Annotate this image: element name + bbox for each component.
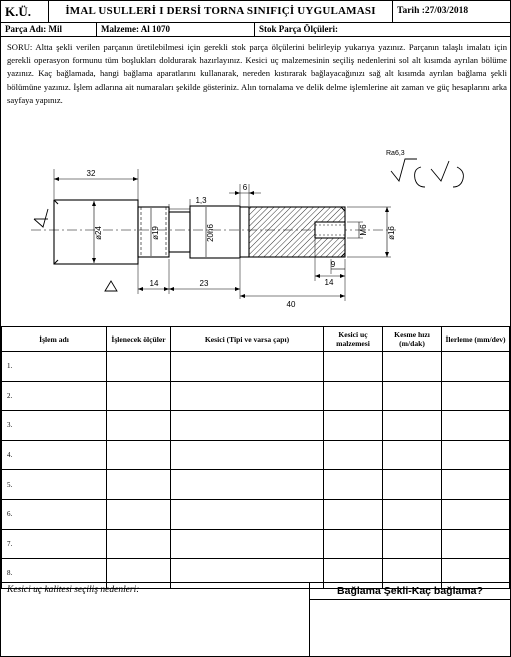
table-row xyxy=(2,440,510,470)
input-cell[interactable] xyxy=(171,529,324,559)
input-cell[interactable] xyxy=(383,470,442,500)
dim-6: 6 xyxy=(242,183,248,192)
input-cell[interactable] xyxy=(324,381,383,411)
input-cell[interactable] xyxy=(171,470,324,500)
technical-drawing xyxy=(1,129,510,325)
row-number-cell: 3. xyxy=(2,411,107,441)
input-cell[interactable] xyxy=(107,499,171,529)
input-cell[interactable] xyxy=(442,529,510,559)
row-number-cell: 1. xyxy=(2,352,107,382)
table-header-row xyxy=(2,327,510,352)
page-title: İMAL USULLERİ I DERSİ TORNA SINIFIÇİ UYGULAMASI xyxy=(49,1,393,22)
insert-reason-label: Kesici uç kalitesi seçiliş nedenleri: xyxy=(7,585,140,595)
dim-dia19: ø19 xyxy=(151,226,160,240)
date-field: Tarih :27/03/2018 xyxy=(397,6,469,16)
input-cell[interactable] xyxy=(171,411,324,441)
part-name: Parça Adı: Mil xyxy=(1,23,97,36)
table-row xyxy=(2,352,510,382)
input-cell[interactable] xyxy=(442,411,510,441)
input-cell[interactable] xyxy=(383,529,442,559)
input-cell[interactable] xyxy=(171,352,324,382)
dim-20h6: 20h6 xyxy=(206,224,215,242)
input-cell[interactable] xyxy=(107,352,171,382)
bottom-section xyxy=(1,582,510,657)
dim-9: 9 xyxy=(330,260,336,269)
dim-1-3: 1,3 xyxy=(195,196,207,205)
clamping-label: Bağlama Şekli-Kaç bağlama? xyxy=(310,583,510,600)
input-cell[interactable] xyxy=(383,381,442,411)
row-number-cell: 2. xyxy=(2,381,107,411)
input-cell[interactable] xyxy=(324,411,383,441)
input-cell[interactable] xyxy=(324,352,383,382)
input-cell[interactable] xyxy=(383,440,442,470)
input-cell[interactable] xyxy=(171,440,324,470)
col-cutter: Kesici (Tipi ve varsa çapı) xyxy=(171,327,324,352)
input-cell[interactable] xyxy=(107,440,171,470)
insert-reason-box[interactable] xyxy=(1,583,310,657)
input-cell[interactable] xyxy=(442,470,510,500)
row-number-cell: 5. xyxy=(2,470,107,500)
dim-dia24: ø24 xyxy=(94,226,103,240)
dim-14b: 14 xyxy=(324,278,334,287)
dim-23: 23 xyxy=(199,279,209,288)
col-feed: İlerleme (mm/dev) xyxy=(442,327,510,352)
input-cell[interactable] xyxy=(442,440,510,470)
input-cell[interactable] xyxy=(324,499,383,529)
table-row xyxy=(2,470,510,500)
input-cell[interactable] xyxy=(107,411,171,441)
dim-dia16: ø16 xyxy=(387,226,396,240)
header-row xyxy=(1,1,510,23)
input-cell[interactable] xyxy=(383,499,442,529)
input-cell[interactable] xyxy=(324,440,383,470)
input-cell[interactable] xyxy=(442,499,510,529)
input-cell[interactable] xyxy=(107,529,171,559)
dim-32: 32 xyxy=(86,169,96,178)
table-row xyxy=(2,381,510,411)
input-cell[interactable] xyxy=(383,352,442,382)
material: Malzeme: Al 1070 xyxy=(97,23,255,36)
row-number-cell: 7. xyxy=(2,529,107,559)
stock-dimensions: Stok Parça Ölçüleri: xyxy=(259,24,338,34)
clamping-box[interactable] xyxy=(310,583,510,657)
col-insert-material: Kesici uç malzemesi xyxy=(324,327,383,352)
col-dimensions: İşlenecek ölçüler xyxy=(107,327,171,352)
input-cell[interactable] xyxy=(324,529,383,559)
table-row xyxy=(2,411,510,441)
input-cell[interactable] xyxy=(171,499,324,529)
input-cell[interactable] xyxy=(107,470,171,500)
input-cell[interactable] xyxy=(324,470,383,500)
input-cell[interactable] xyxy=(171,381,324,411)
input-cell[interactable] xyxy=(442,352,510,382)
table-row xyxy=(2,499,510,529)
col-cutting-speed: Kesme hızı (m/dak) xyxy=(383,327,442,352)
col-operation: İşlem adı xyxy=(2,327,107,352)
university-logo: K.Ü. xyxy=(1,1,49,22)
operations-table xyxy=(1,326,510,589)
dim-m6: M6 xyxy=(359,224,368,236)
table-row xyxy=(2,529,510,559)
dim-14a: 14 xyxy=(149,279,159,288)
question-text: SORU: Altta şekli verilen parçanın üretilebilmesi için gerekli stok parça ölçülerini belirleyip yukarıya yazınız. Parçanın talaşlı imalatı için gerekli operasyon formunu tüm boşlukları doldurarak hazırlayınız. Kesici uç malzemesinin seçiliş nedenlerini sol alt kısımda ayrılan bölüme yazınız. Kaç bağlamada, hangi bağlama aparatlarını kullanarak, nereden kıstırarak bağlayacağınızı sağ alt kısımda ayrılan bağlama şekli bölümüne yazınız. İşlem adlarına ait numaraları şekilde gösteriniz. Alın tornalama ve delik delme işlemlerine ait zaman ve güç hesaplarını arka sayfaya yapınız. xyxy=(7,42,507,105)
row-number-cell: 4. xyxy=(2,440,107,470)
row-number-cell: 8. xyxy=(2,559,107,589)
input-cell[interactable] xyxy=(107,381,171,411)
part-info-row xyxy=(1,23,510,37)
row-number-cell: 6. xyxy=(2,499,107,529)
surface-roughness-label: Ra6,3 xyxy=(386,150,405,157)
input-cell[interactable] xyxy=(442,381,510,411)
input-cell[interactable] xyxy=(383,411,442,441)
dim-40: 40 xyxy=(286,300,296,309)
